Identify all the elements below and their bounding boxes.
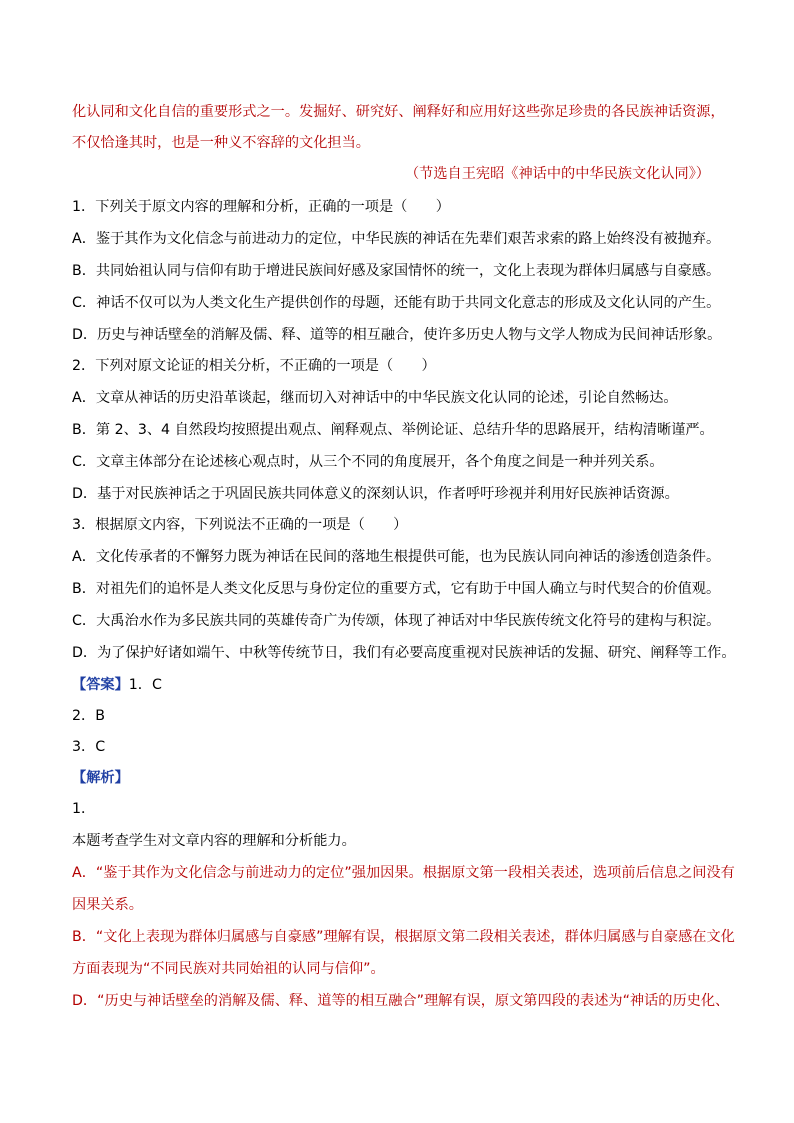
question-1-option-b: B．共同始祖认同与信仰有助于增进民族间好感及家国情怀的统一，文化上表现为群体归属感与自豪感。 <box>72 263 721 279</box>
analysis-line-1: A．“鉴于其作为文化信念与前进动力的定位”强加因果。根据原文第一段相关表述，选项前后信息之间没有 <box>72 865 735 881</box>
analysis-number: 1． <box>72 801 96 817</box>
question-2-option-d: D．基于对民族神话之于巩固民族共同体意义的深刻认识，作者呼吁珍视并利用好民族神话资源。 <box>72 486 679 502</box>
question-3-option-b: B．对祖先们的追怀是人类文化反思与身份定位的重要方式，它有助于中国人确立与时代契合的价值观。 <box>72 581 721 597</box>
passage-line-2: 不仅恰逢其时，也是一种义不容辞的文化担当。 <box>72 135 370 151</box>
analysis-label: 【解析】 <box>72 770 129 786</box>
question-2-option-b: B．第 2、3、4 自然段均按照提出观点、阐释观点、举例论证、总结升华的思路展开，结构清晰谨严。 <box>72 422 714 438</box>
question-3-option-c: C．大禹治水作为多民族共同的英雄传奇广为传颂，体现了神话对中华民族传统文化符号的建构与积淀。 <box>72 613 721 629</box>
analysis-intro: 本题考查学生对文章内容的理解和分析能力。 <box>72 833 356 849</box>
analysis-line-4: 方面表现为“不同民族对共同始祖的认同与信仰”。 <box>72 961 385 977</box>
analysis-line-2: 因果关系。 <box>72 897 143 913</box>
passage-source: （节选自王宪昭《神话中的中华民族文化认同》） <box>404 166 710 182</box>
answer-item-3: 3．C <box>72 739 106 755</box>
question-1-option-c: C．神话不仅可以为人类文化生产提供创作的母题，还能有助于共同文化意志的形成及文化认同的产生。 <box>72 295 721 311</box>
answer-line <box>72 676 162 694</box>
question-2-option-a: A．文章从神话的历史沿革谈起，继而切入对神话中的中华民族文化认同的论述，引论自然畅达。 <box>72 390 678 406</box>
answer-item-1: 1．C <box>128 677 162 693</box>
question-2-option-c: C．文章主体部分在论述核心观点时，从三个不同的角度展开，各个角度之间是一种并列关系。 <box>72 454 664 470</box>
analysis-line-3: B．“文化上表现为群体归属感与自豪感”理解有误，根据原文第二段相关表述，群体归属感与自豪感在文化 <box>72 929 735 945</box>
question-3-option-d: D．为了保护好诸如端午、中秋等传统节日，我们有必要高度重视对民族神话的发掘、研究、阐释等工作。 <box>72 645 736 661</box>
answer-item-2: 2．B <box>72 708 105 724</box>
answer-label: 【答案】 <box>72 677 129 693</box>
analysis-line-5: D．“历史与神话壁垒的消解及儒、释、道等的相互融合”理解有误，原文第四段的表述为“神话的历史化、 <box>72 993 730 1009</box>
question-1-stem: 1．下列关于原文内容的理解和分析，正确的一项是（ ） <box>72 199 450 215</box>
question-3-stem: 3．根据原文内容，下列说法不正确的一项是（ ） <box>72 517 408 533</box>
passage-line-1: 化认同和文化自信的重要形式之一。发掘好、研究好、阐释好和应用好这些弥足珍贵的各民族神话资源， <box>72 104 725 120</box>
question-1-option-a: A．鉴于其作为文化信念与前进动力的定位，中华民族的神话在先辈们艰苦求索的路上始终没有被抛弃。 <box>72 231 721 247</box>
question-1-option-d: D．历史与神话壁垒的消解及儒、释、道等的相互融合，使许多历史人物与文学人物成为民间神话形象。 <box>72 327 722 343</box>
question-2-stem: 2．下列对原文论证的相关分析，不正确的一项是（ ） <box>72 358 436 374</box>
question-3-option-a: A．文化传承者的不懈努力既为神话在民间的落地生根提供可能，也为民族认同向神话的渗透创造条件。 <box>72 549 721 565</box>
